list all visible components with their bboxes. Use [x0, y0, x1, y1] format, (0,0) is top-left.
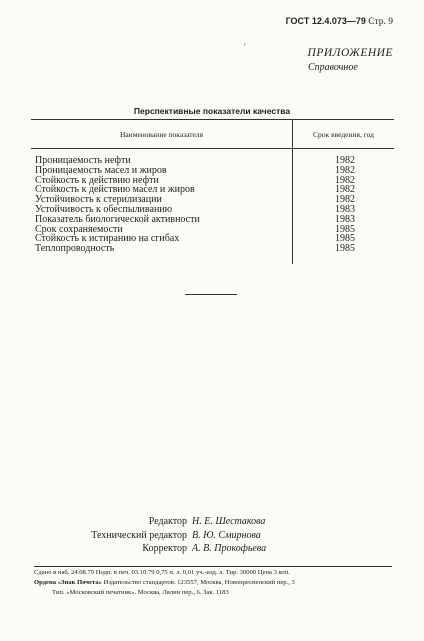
introduction-year: 1985: [335, 243, 355, 255]
table-row: [35, 244, 355, 254]
indicator-name: Стойкость к действию масел и жиров: [35, 184, 195, 196]
credit-role: Корректор: [142, 543, 187, 554]
introduction-year: 1985: [335, 233, 355, 245]
imprint-line-2: [34, 578, 295, 588]
introduction-year: 1982: [335, 164, 355, 176]
introduction-year: 1982: [335, 155, 355, 166]
introduction-year: 1985: [335, 223, 355, 235]
credit-role: Редактор: [148, 516, 187, 527]
imprint-block: [34, 568, 295, 598]
appendix-title: ПРИЛОЖЕНИЕ: [307, 47, 393, 59]
indicator-name: Показатель биологической активности: [35, 213, 200, 225]
indicator-name: Устойчивость к обеспыливанию: [35, 203, 173, 215]
credit-person: А. В. Прокофьева: [192, 543, 267, 554]
table-top-rule: [31, 119, 394, 120]
imprint-line-3: Тип. «Московский печатник». Москва, Лялин пер., 6. Зак. 1183: [52, 589, 229, 596]
table-header-rule: [31, 148, 394, 149]
column-header-name: Наименование показателя: [119, 130, 204, 139]
page-header: [286, 16, 393, 27]
credit-line: [0, 542, 424, 556]
indicator-name: Проницаемость нефти: [35, 155, 131, 166]
standard-number: ГОСТ 12.4.073—79: [285, 16, 366, 26]
introduction-year: 1983: [335, 213, 355, 225]
tick-mark: ': [244, 42, 246, 52]
appendix-subtitle: Справочное: [308, 62, 358, 73]
credit-person: В. Ю. Смирнова: [192, 529, 261, 541]
credit-role: Технический редактор: [91, 529, 187, 541]
introduction-year: 1982: [335, 194, 355, 206]
column-header-year: Срок введения, год: [313, 130, 374, 139]
indicator-name: Стойкость к действию нефти: [35, 174, 159, 186]
imprint-publisher-order: Ордена «Знак Почета»: [34, 579, 102, 586]
introduction-year: 1982: [335, 174, 355, 186]
table-title: Перспективные показатели качества: [133, 106, 291, 116]
credit-line: [0, 515, 424, 529]
page-number: Стр. 9: [368, 17, 393, 27]
introduction-year: 1982: [335, 184, 355, 196]
introduction-year: 1983: [335, 203, 355, 215]
credits-block: [0, 515, 424, 556]
imprint-top-rule: [34, 566, 392, 567]
indicator-name: Срок сохраняемости: [35, 223, 123, 235]
indicator-name: Теплопроводность: [35, 243, 115, 255]
imprint-line-1: Сдано в наб. 24.08.79 Подп. в печ. 03.10.79 0,75 п. л. 0,61 уч.-изд. л. Тир. 30000 Цена 3 коп.: [34, 569, 290, 576]
credit-person: Н. Е. Шестакова: [192, 516, 266, 527]
imprint-publisher: Издательство стандартов. 123557, Москва, Новопресненский пер., 3: [101, 579, 295, 586]
table-body: [35, 156, 355, 254]
indicator-name: Проницаемость масел и жиров: [35, 164, 167, 176]
separator-rule: [185, 294, 237, 295]
indicator-name: Устойчивость к стерилизации: [35, 194, 162, 206]
credit-line: [0, 529, 424, 543]
indicator-name: Стойкость к истиранию на сгибах: [35, 233, 180, 245]
